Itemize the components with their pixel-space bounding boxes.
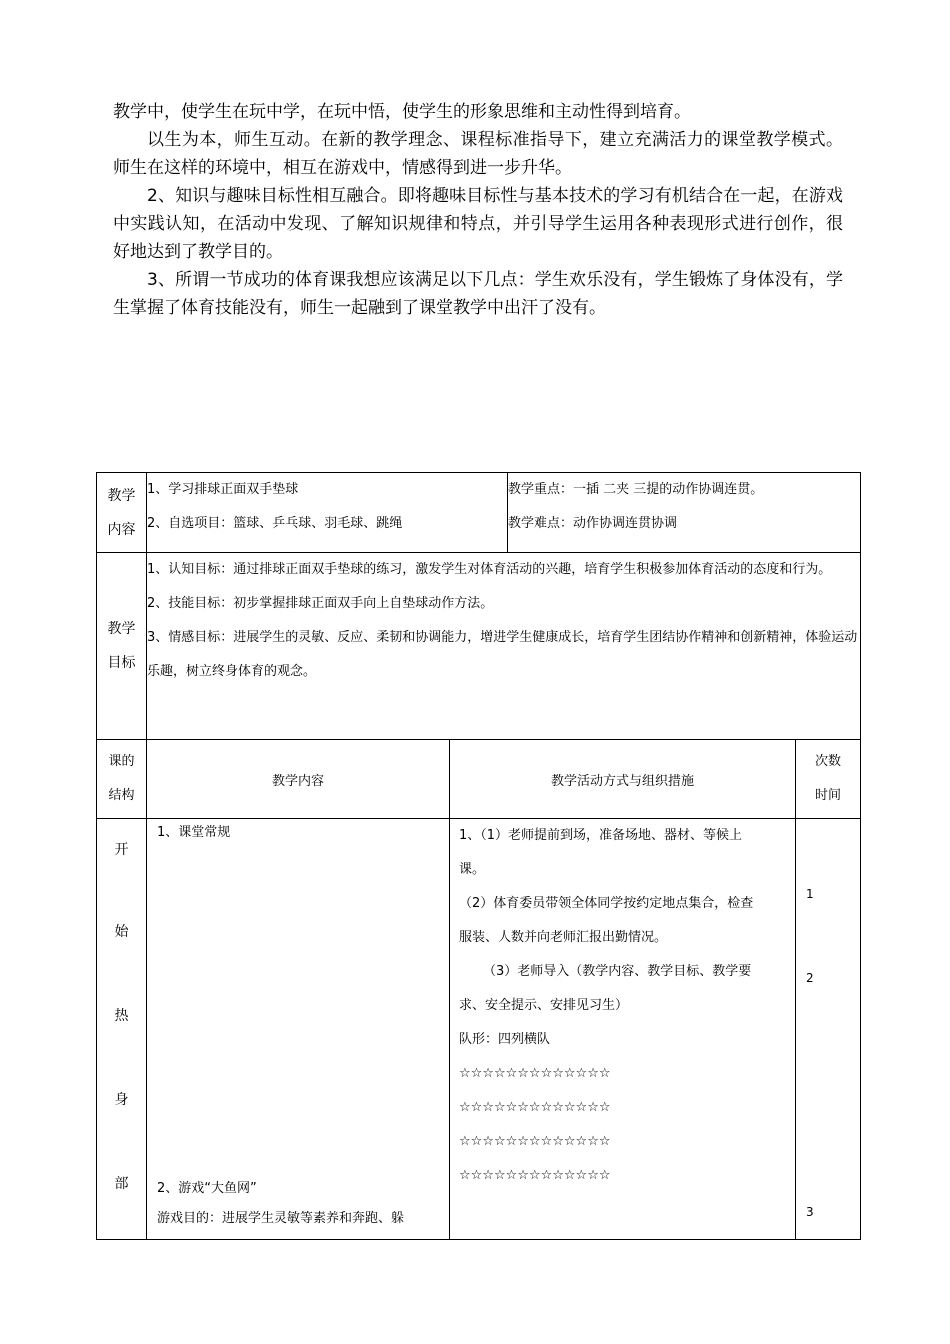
key-point: 教学重点：一插 二夹 三提的动作协调连贯。 (508, 482, 764, 497)
content-label-2: 内容 (107, 522, 136, 538)
goal-1: 1、认知目标：通过排球正面双手垫球的练习，激发学生对体育活动的兴趣，培育学生积极参加体育活动的态度和行为。 (147, 562, 832, 577)
content-header: 教学内容 (147, 740, 450, 819)
goal-2: 2、技能目标：初步掌握排球正面双手向上自垫球动作方法。 (147, 596, 494, 611)
times-header-2: 时间 (815, 788, 842, 803)
goals-cell (147, 553, 861, 740)
section-char-2: 始 (114, 924, 129, 940)
formation-row-4: ☆☆☆☆☆☆☆☆☆☆☆☆☆ (459, 1168, 611, 1183)
game-purpose: 游戏目的：进展学生灵敏等素养和奔跑、躲 (157, 1211, 405, 1226)
section-char-1: 开 (114, 842, 129, 858)
warmup-times-cell (796, 819, 861, 1240)
structure-header-2: 结构 (108, 788, 135, 803)
activity-line-4: 服装、人数并向老师汇报出勤情况。 (459, 930, 668, 945)
content-item-1: 1、学习排球正面双手垫球 (147, 482, 299, 497)
times-header-1: 次数 (815, 754, 842, 769)
section-char-3: 热 (114, 1008, 129, 1024)
content-label-cell (97, 473, 147, 553)
activity-line-6: 求、安全提示、安排见习生） (459, 998, 629, 1013)
paragraph-4: 3、所谓一节成功的体育课我想应该满足以下几点：学生欢乐没有，学生锻炼了身体没有，学生掌握了体育技能没有，师生一起融到了课堂教学中出汗了没有。 (113, 270, 843, 318)
content-label-1: 教学 (107, 488, 136, 504)
goal-label-1: 教学 (107, 621, 136, 637)
warmup-content-cell (147, 819, 450, 1240)
content-item-2: 2、自选项目：篮球、乒乓球、羽毛球、跳绳 (147, 516, 403, 531)
content-row (97, 473, 861, 553)
key-points-cell (508, 473, 861, 553)
section-char-5: 部 (114, 1176, 129, 1192)
times-header (796, 740, 861, 819)
section-label-cell (97, 819, 147, 1240)
activity-line-1: 1、（1）老师提前到场，准备场地、器材、等候上 (459, 828, 743, 843)
content-items-cell (147, 473, 508, 553)
routine-item: 1、课堂常规 (157, 825, 231, 840)
structure-header-1: 课的 (108, 754, 135, 769)
paragraph-2: 以生为本，师生互动。在新的教学理念、课程标准指导下，建立充满活力的课堂教学模式。师生在这样的环境中，相互在游戏中，情感得到进一步升华。 (113, 130, 843, 178)
time-1: 1 (806, 887, 814, 901)
warmup-activities-cell (450, 819, 796, 1240)
formation-row-3: ☆☆☆☆☆☆☆☆☆☆☆☆☆ (459, 1134, 611, 1149)
difficulty: 教学难点：动作协调连贯协调 (508, 516, 678, 531)
goal-label-2: 目标 (107, 655, 136, 671)
activity-line-3: （2）体育委员带领全体同学按约定地点集合，检查 (459, 896, 754, 911)
paragraph-1: 教学中，使学生在玩中学，在玩中悟，使学生的形象思维和主动性得到培育。 (113, 102, 691, 122)
paragraph-3: 2、知识与趣味目标性相互融合。即将趣味目标性与基本技术的学习有机结合在一起，在游戏中实践认知，在活动中发现、了解知识规律和特点，并引导学生运用各种表现形式进行创作，很好地达到了教学目的。 (113, 186, 843, 262)
time-2: 2 (806, 971, 814, 985)
lesson-plan-table (96, 472, 861, 1240)
goal-3: 3、情感目标：进展学生的灵敏、反应、柔韧和协调能力，增进学生健康成长，培育学生团结协作精神和创新精神，体验运动乐趣，树立终身体育的观念。 (147, 630, 858, 679)
section-char-4: 身 (114, 1092, 129, 1108)
time-3: 3 (806, 1205, 814, 1219)
structure-header (97, 740, 147, 819)
game-item: 2、游戏“大鱼网” (157, 1181, 257, 1196)
activity-line-2: 课。 (459, 862, 486, 877)
formation-row-2: ☆☆☆☆☆☆☆☆☆☆☆☆☆ (459, 1100, 611, 1115)
goals-row (97, 553, 861, 740)
formation-row-1: ☆☆☆☆☆☆☆☆☆☆☆☆☆ (459, 1066, 611, 1081)
activities-header: 教学活动方式与组织措施 (450, 740, 796, 819)
header-row (97, 740, 861, 819)
formation-label: 队形：四列横队 (459, 1032, 551, 1047)
activity-line-5: （3）老师导入（教学内容、教学目标、教学要 (483, 964, 752, 979)
warmup-row (97, 819, 861, 1240)
goal-label-cell (97, 553, 147, 740)
